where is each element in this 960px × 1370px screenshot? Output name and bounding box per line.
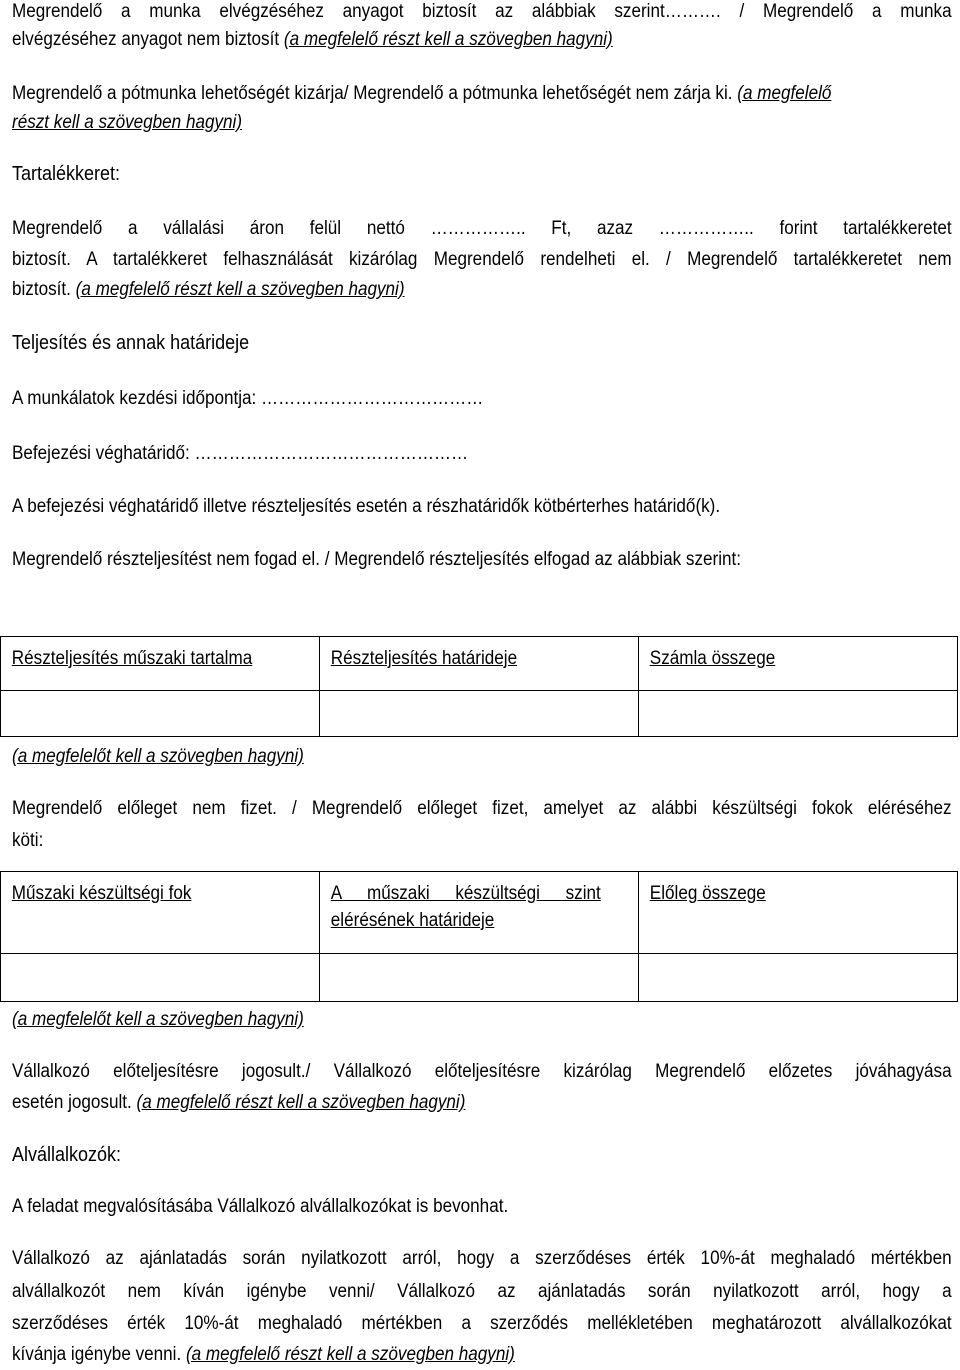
material-clause-line-1: Megrendelő a munka elvégzéséhez anyagot biztosít az alábbiak szerint………. / Megrendelő a munka [12,1,952,22]
material-clause-text: elvégzéséhez anyagot nem biztosít [12,29,284,50]
selection-note: (a megfelelő részt kell a szövegben hagyni) [136,1092,466,1113]
advance-line-1: Megrendelő előleget nem fizet. / Megrendelő előleget fizet, amelyet az alábbi készültségi fokok eléréséhez [12,798,952,819]
table-header-cell: Részteljesítés határideje [320,637,639,691]
table-cell [320,954,639,1002]
selection-note: részt kell a szövegben hagyni) [12,112,243,133]
table-cell [1,691,320,737]
reserve-text: biztosít. [12,279,76,300]
subcontractors-para-line-3: szerződéses érték 10%-át meghaladó mértékben a szerződés mellékletében meghatározott alvállalkozókat [12,1313,952,1334]
pre-performance-line-2 [12,1089,952,1116]
table-header-cell: Számla összege [639,637,958,691]
extra-work-text: Megrendelő a pótmunka lehetőségét kizárja/ Megrendelő a pótmunka lehetőségét nem zárja ki. [12,83,738,104]
selection-note: (a megfelelő részt kell a szövegben hagyni) [283,29,613,50]
partial-performance-line: Megrendelő részteljesítést nem fogad el. / Megrendelő részteljesítés elfogad az alábbiak szerint: [12,549,742,570]
extra-work-clause-line-2 [12,109,952,136]
table-cell [639,954,958,1002]
table-header-cell: Részteljesítés műszaki tartalma [1,637,320,691]
reserve-line-1: Megrendelő a vállalási áron felül nettó …………….. Ft, azaz …………….. forint tartalékkeretet [12,218,952,239]
table-header-cell: A műszaki készültségi szint elérésének határideje [320,872,639,954]
table-header-cell: Előleg összege [639,872,958,954]
subcontractors-text: kívánja igénybe venni. [12,1344,186,1365]
selection-note: (a megfelelő részt kell a szövegben hagyni) [75,279,405,300]
table-1-note: (a megfelelőt kell a szövegben hagyni) [12,746,304,767]
reserve-line-2: biztosít. A tartalékkeret felhasználását kizárólag Megrendelő rendelheti el. / Megrendelő tartalékkeretet nem [12,249,952,270]
table-cell [1,954,320,1002]
partial-performance-table [0,636,958,737]
material-clause-line-2 [12,26,952,53]
subcontractors-para-line-4 [12,1341,952,1368]
subcontractors-line: A feladat megvalósításába Vállalkozó alvállalkozókat is bevonhat. [12,1196,509,1217]
pre-performance-text: esetén jogosult. [12,1092,137,1113]
performance-heading: Teljesítés és annak határideje [12,332,250,354]
selection-note: (a megfelelő [737,83,832,104]
extra-work-clause-line-1 [12,80,952,107]
subcontractors-para-line-2: alvállalkozót nem kíván igénybe venni/ Vállalkozó az ajánlatadás során nyilatkozott arról, hogy a [12,1281,952,1302]
end-date-line: Befejezési véghatáridő: ………………………………………… [12,443,469,464]
deadline-note: A befejezési véghatáridő illetve részteljesítés esetén a részhatáridők kötbérterhes határidő(k). [12,496,721,517]
advance-line-2: köti: [12,830,44,851]
table-header-cell: Műszaki készültségi fok [1,872,320,954]
start-date-line: A munkálatok kezdési időpontja: ………………………………… [12,388,484,409]
table-2-note: (a megfelelőt kell a szövegben hagyni) [12,1009,304,1030]
subcontractors-heading: Alvállalkozók: [12,1144,122,1166]
subcontractors-para-line-1: Vállalkozó az ajánlatadás során nyilatkozott arról, hogy a szerződéses érték 10%-át meghaladó mértékben [12,1248,952,1269]
table-cell [320,691,639,737]
reserve-line-3 [12,276,952,303]
reserve-heading: Tartalékkeret: [12,163,121,185]
advance-table [0,871,958,1002]
selection-note: (a megfelelő részt kell a szövegben hagyni) [185,1344,515,1365]
table-cell [639,691,958,737]
pre-performance-line-1: Vállalkozó előteljesítésre jogosult./ Vállalkozó előteljesítésre kizárólag Megrendelő előzetes jóváhagyása [12,1061,952,1082]
